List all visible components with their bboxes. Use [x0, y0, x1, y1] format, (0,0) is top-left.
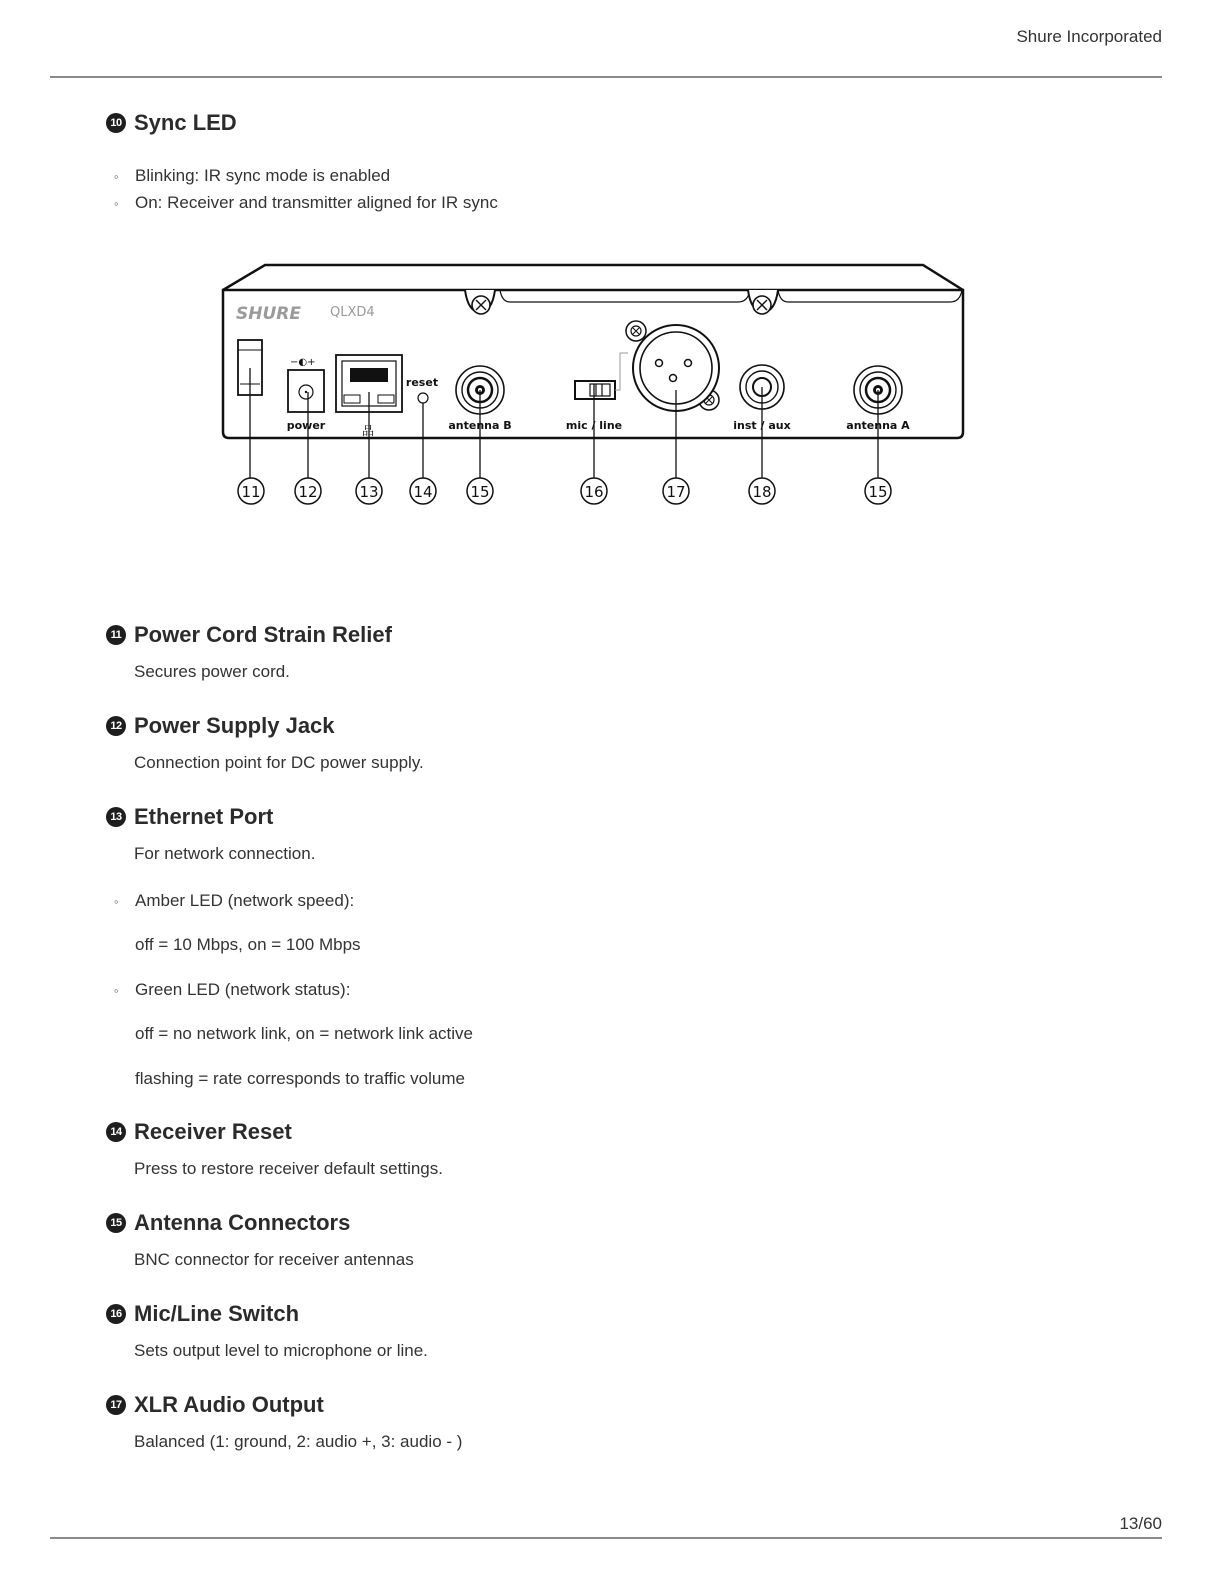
label-antenna-a: antenna A: [846, 419, 910, 432]
network-icon: 品: [361, 424, 375, 438]
reset-button: [418, 393, 428, 403]
section-desc: Secures power cord.: [134, 662, 290, 681]
bullet-icon: ◦: [114, 983, 119, 998]
section-antenna: [106, 1210, 1106, 1270]
number-10-icon: 10: [106, 113, 126, 133]
section-sync-led: [106, 110, 1106, 136]
section-power-jack: [106, 713, 1106, 773]
section-mic-line: [106, 1301, 1106, 1361]
number-12-icon: 12: [106, 716, 126, 736]
number-13-icon: 13: [106, 807, 126, 827]
number-11-icon: 11: [106, 625, 126, 645]
callout-17: 17: [666, 483, 686, 501]
page-number: 13/60: [1119, 1514, 1162, 1533]
label-mic-line: mic / line: [565, 419, 623, 432]
list-subline: off = 10 Mbps, on = 100 Mbps: [135, 935, 361, 954]
section-title: Ethernet Port: [134, 804, 274, 829]
label-power: power: [286, 419, 326, 432]
section-ethernet: [106, 804, 1106, 864]
list-item: ◦ Blinking: IR sync mode is enabled: [114, 166, 391, 185]
callout-14: 14: [413, 483, 433, 501]
bullet-icon: ◦: [114, 169, 119, 184]
number-16-icon: 16: [106, 1304, 126, 1324]
callout-13: 13: [359, 483, 379, 501]
brand-logo: SHURE: [236, 304, 301, 324]
label-inst-aux: inst / aux: [733, 419, 791, 432]
section-title: Sync LED: [134, 110, 237, 135]
section-reset: [106, 1119, 1106, 1179]
section-title: Power Supply Jack: [134, 713, 335, 738]
list-item: ◦ Green LED (network status):: [114, 980, 351, 999]
rear-panel-diagram: [210, 250, 990, 540]
list-item: ◦ On: Receiver and transmitter aligned for IR sync: [114, 193, 498, 212]
section-title: Receiver Reset: [134, 1119, 292, 1144]
section-title: Mic/Line Switch: [134, 1301, 300, 1326]
section-desc: Sets output level to microphone or line.: [134, 1341, 428, 1360]
list-subline: off = no network link, on = network link active: [135, 1024, 473, 1043]
section-xlr: [106, 1392, 1106, 1452]
number-17-icon: 17: [106, 1395, 126, 1415]
section-title: XLR Audio Output: [134, 1392, 324, 1417]
callout-15: 15: [470, 483, 490, 501]
section-title: Power Cord Strain Relief: [134, 622, 392, 647]
label-reset: reset: [405, 376, 439, 389]
model-name: QLXD4: [330, 305, 375, 320]
footer-divider: [50, 1537, 1162, 1539]
section-desc: Connection point for DC power supply.: [134, 753, 424, 772]
header-company: Shure Incorporated: [1016, 27, 1162, 46]
callout-18: 18: [752, 483, 772, 501]
header-divider: [50, 76, 1162, 78]
callout-16: 16: [584, 483, 604, 501]
label-antenna-b: antenna B: [448, 419, 512, 432]
bullet-icon: ◦: [114, 894, 119, 909]
callout-11: 11: [241, 483, 261, 501]
callout-12: 12: [298, 483, 318, 501]
dc-polarity-icon: −◐+: [290, 357, 316, 368]
rear-panel-illustration: [210, 250, 990, 540]
section-desc: BNC connector for receiver antennas: [134, 1250, 414, 1269]
number-15-icon: 15: [106, 1213, 126, 1233]
section-title: Antenna Connectors: [134, 1210, 351, 1235]
bullet-icon: ◦: [114, 196, 119, 211]
section-desc: For network connection.: [134, 844, 316, 863]
section-strain-relief: [106, 622, 1106, 682]
section-desc: Press to restore receiver default settings.: [134, 1159, 443, 1178]
list-subline: flashing = rate corresponds to traffic volume: [135, 1069, 465, 1088]
section-desc: Balanced (1: ground, 2: audio +, 3: audio - ): [134, 1432, 463, 1451]
number-14-icon: 14: [106, 1122, 126, 1142]
list-item: ◦ Amber LED (network speed):: [114, 891, 355, 910]
callout-15b: 15: [868, 483, 888, 501]
